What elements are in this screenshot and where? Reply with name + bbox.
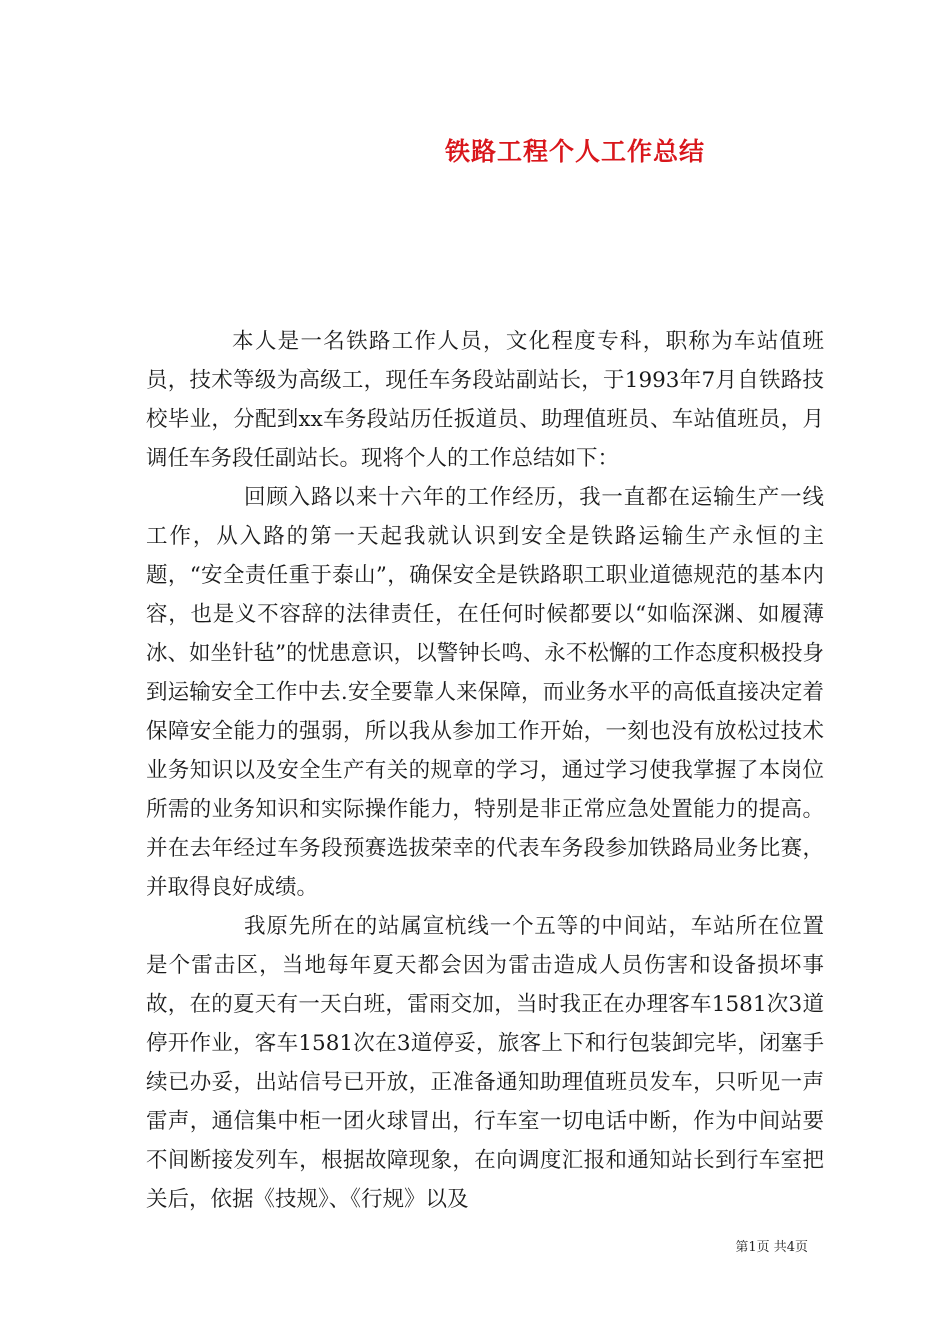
paragraph-1: 本人是一名铁路工作人员，文化程度专科，职称为车站值班员，技术等级为高级工，现任车务段站副站长，于1993年7月自铁路技校毕业，分配到xx车务段站历任扳道员、助理值班员、车站值班员，月调任车务段任副站长。现将个人的工作总结如下：: [146, 329, 824, 471]
document-title: 铁路工程个人工作总结: [444, 137, 705, 166]
page-number-footer: 第1页 共4页: [735, 1240, 808, 1255]
paragraph-3: 我原先所在的站属宣杭线一个五等的中间站，车站所在位置是个雷击区，当地每年夏天都会因为雷击造成人员伤害和设备损坏事故，在的夏天有一天白班，雷雨交加，当时我正在办理客车1581次3道停开作业，客车1581次在3道停妥，旅客上下和行包装卸完毕，闭塞手续已办妥，出站信号已开放，正准备通知助理值班员发车，只听见一声雷声，通信集中柜一团火球冒出，行车室一切电话中断，作为中间站要不间断接发列车，根据故障现象，在向调度汇报和通知站长到行车室把关后，依据《技规》、《行规》以及: [146, 914, 824, 1212]
paragraph-2: 回顾入路以来十六年的工作经历，我一直都在运输生产一线工作，从入路的第一天起我就认识到安全是铁路运输生产永恒的主题，“安全责任重于泰山”，确保安全是铁路职工职业道德规范的基本内容，也是义不容辞的法律责任，在任何时候都要以“如临深渊、如履薄冰、如坐针毡”的忧患意识，以警钟长鸣、永不松懈的工作态度积极投身到运输安全工作中去.安全要靠人来保障，而业务水平的高低直接决定着保障安全能力的强弱，所以我从参加工作开始，一刻也没有放松过技术业务知识以及安全生产有关的规章的学习，通过学习使我掌握了本岗位所需的业务知识和实际操作能力，特别是非正常应急处置能力的提高。并在去年经过车务段预赛选拔荣幸的代表车务段参加铁路局业务比赛，并取得良好成绩。: [146, 485, 824, 900]
document-body: [146, 322, 824, 1219]
